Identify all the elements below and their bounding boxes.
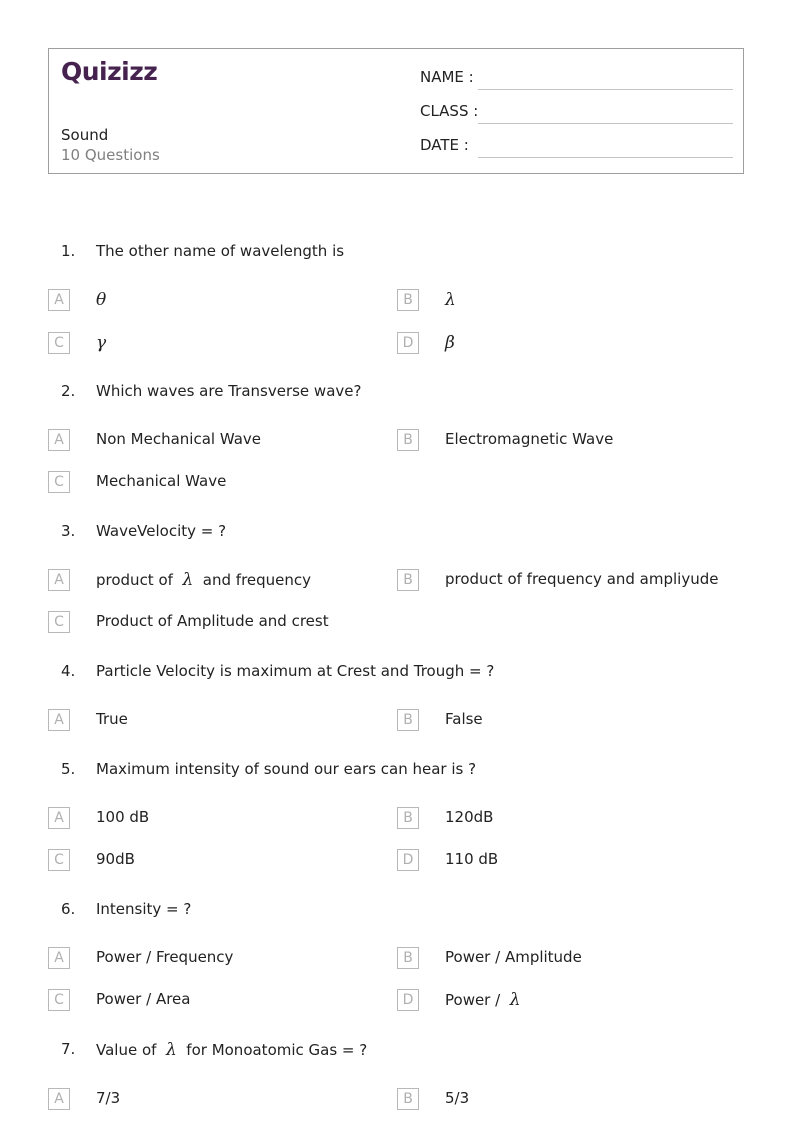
question-text: Intensity = ?	[96, 900, 192, 918]
option-letter: C	[48, 849, 70, 871]
option-letter: B	[397, 429, 419, 451]
lambda-symbol: λ	[165, 1040, 177, 1060]
option-letter: D	[397, 332, 419, 354]
name-field[interactable]	[420, 68, 733, 90]
option-letter: A	[48, 807, 70, 829]
question-text-after: for Monoatomic Gas = ?	[186, 1041, 368, 1059]
date-label: DATE :	[420, 136, 469, 154]
option-text-after: and frequency	[202, 571, 312, 589]
quizizz-logo: Quizizz	[61, 57, 158, 86]
option-letter: C	[48, 332, 70, 354]
option-letter: C	[48, 471, 70, 493]
class-label: CLASS :	[420, 102, 479, 120]
option-text: 7/3	[96, 1089, 121, 1107]
question-count: 10 Questions	[61, 146, 160, 164]
option-text	[445, 990, 521, 1010]
option-text: Non Mechanical Wave	[96, 430, 262, 448]
lambda-symbol: λ	[182, 570, 194, 590]
question-text: Maximum intensity of sound our ears can hear is ?	[96, 760, 477, 778]
option-text: γ	[96, 333, 107, 353]
question-text: WaveVelocity = ?	[96, 522, 227, 540]
question-number: 3.	[61, 522, 76, 540]
option-text: 5/3	[445, 1089, 470, 1107]
option-text: Power / Area	[96, 990, 191, 1008]
option-text: Power / Amplitude	[445, 948, 582, 966]
question-number: 4.	[61, 662, 76, 680]
option-text-before: Power /	[445, 991, 501, 1009]
option-text: Product of Amplitude and crest	[96, 612, 329, 630]
option-letter: D	[397, 849, 419, 871]
class-line[interactable]	[478, 123, 733, 124]
option-letter: A	[48, 709, 70, 731]
date-line[interactable]	[478, 157, 733, 158]
question-text-before: Value of	[96, 1041, 157, 1059]
option-letter: A	[48, 1088, 70, 1110]
option-letter: B	[397, 289, 419, 311]
option-text: Power / Frequency	[96, 948, 234, 966]
option-text: product of frequency and ampliyude	[445, 570, 719, 588]
question-number: 7.	[61, 1040, 76, 1058]
option-text: β	[445, 333, 455, 353]
option-text	[96, 570, 311, 590]
option-letter: A	[48, 569, 70, 591]
question-number: 2.	[61, 382, 76, 400]
question-text: Particle Velocity is maximum at Crest and Trough = ?	[96, 662, 495, 680]
option-letter: B	[397, 947, 419, 969]
question-text: The other name of wavelength is	[96, 242, 345, 260]
question-number: 1.	[61, 242, 76, 260]
option-text: 90dB	[96, 850, 135, 868]
question-number: 5.	[61, 760, 76, 778]
option-letter: A	[48, 429, 70, 451]
class-field[interactable]	[420, 102, 733, 124]
option-text: Mechanical Wave	[96, 472, 227, 490]
option-letter: B	[397, 1088, 419, 1110]
option-text: True	[96, 710, 128, 728]
option-text: λ	[445, 290, 456, 310]
option-letter: A	[48, 289, 70, 311]
option-letter: C	[48, 611, 70, 633]
question-text	[96, 1040, 367, 1060]
option-letter: C	[48, 989, 70, 1011]
option-text: θ	[96, 290, 107, 310]
option-text: 100 dB	[96, 808, 150, 826]
option-text: 110 dB	[445, 850, 499, 868]
question-text: Which waves are Transverse wave?	[96, 382, 362, 400]
question-number: 6.	[61, 900, 76, 918]
option-text: False	[445, 710, 483, 728]
option-text: Electromagnetic Wave	[445, 430, 614, 448]
option-text: 120dB	[445, 808, 494, 826]
option-text-before: product of	[96, 571, 173, 589]
name-line[interactable]	[478, 89, 733, 90]
name-label: NAME :	[420, 68, 474, 86]
option-letter: B	[397, 807, 419, 829]
date-field[interactable]	[420, 136, 733, 158]
option-letter: A	[48, 947, 70, 969]
option-letter: B	[397, 569, 419, 591]
option-letter: B	[397, 709, 419, 731]
option-letter: D	[397, 989, 419, 1011]
lambda-symbol: λ	[509, 990, 521, 1010]
worksheet-header	[48, 48, 744, 174]
quiz-title: Sound	[61, 126, 109, 144]
